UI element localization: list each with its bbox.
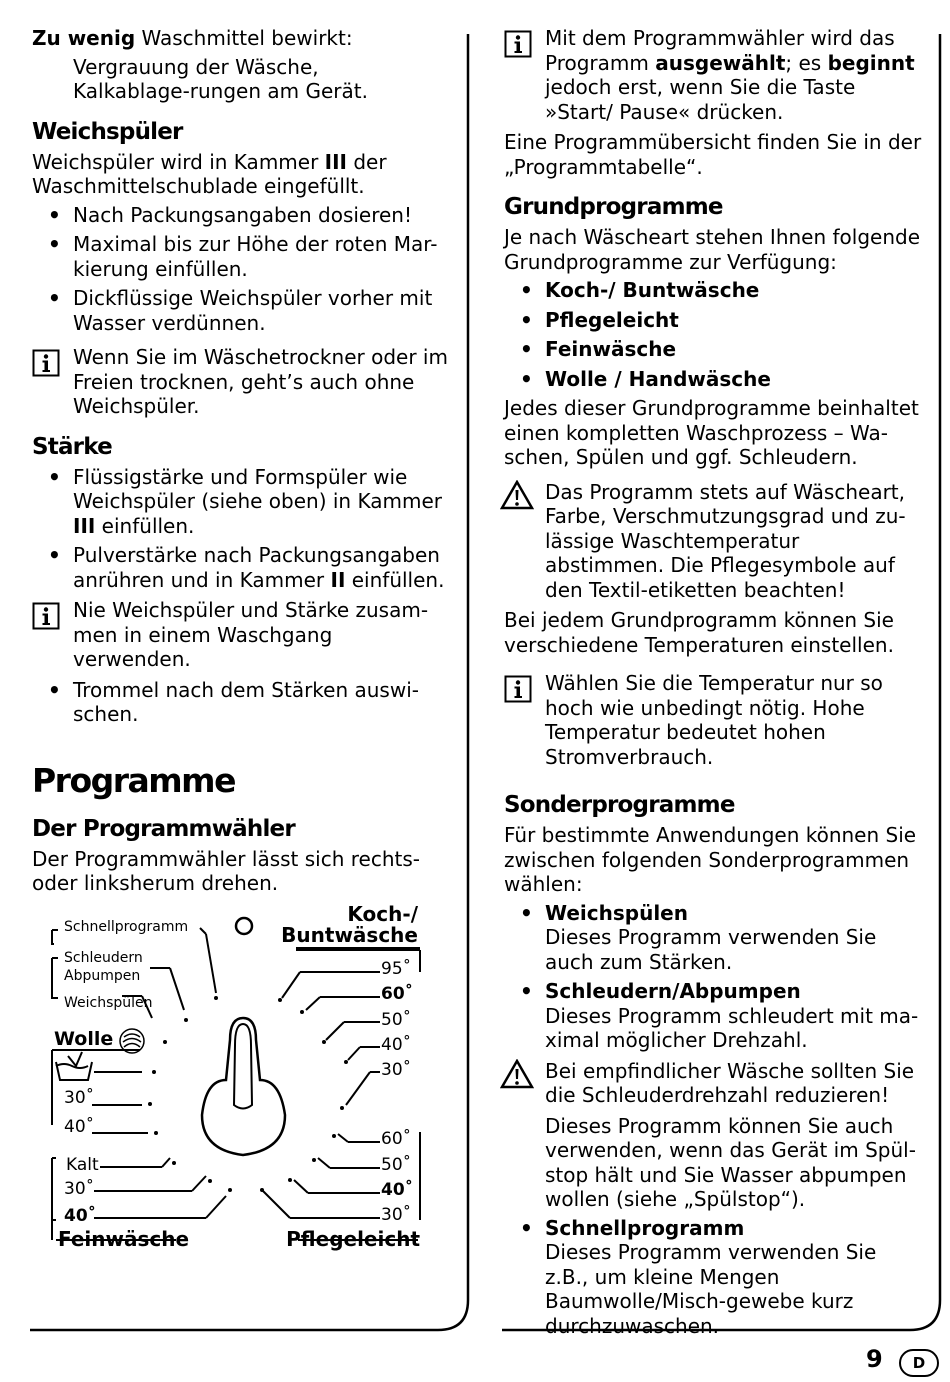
info-icon [504, 675, 532, 703]
dial-knob [202, 1018, 285, 1155]
dial-label-koch-30: 30˚ [381, 1060, 412, 1080]
heading-grundprogramme: Grundprogramme [504, 194, 723, 220]
handwash-icon [56, 1052, 92, 1080]
weich-list [32, 203, 452, 336]
list-item: • Feinwäsche [520, 337, 677, 361]
dial-label-kalt: Kalt [66, 1155, 99, 1175]
heading-sonderprogramme: Sonderprogramme [504, 792, 735, 818]
waehler-paragraph: Der Programmwähler lässt sich rechts- oder linksherum drehen. [32, 846, 420, 895]
list-item: • Koch-/ Buntwäsche [520, 278, 760, 302]
dial-label-pflege-50: 50˚ [381, 1155, 412, 1175]
info-icon [32, 602, 60, 630]
list-item: • Wolle / Handwäsche [520, 366, 771, 391]
programmwahl-info-note: Mit dem Programmwähler wird das Programm ausgewählt; es beginnt jedoch erst, wenn Sie die Taste »Start/ Pause« drücken. [504, 26, 924, 124]
temperatur-info-note: Wählen Sie die Temperatur nur so hoch wie unbedingt nötig. Hohe Temperatur bedeutet hohen Stromverbrauch. [504, 671, 924, 769]
dial-label-pflege-60: 60˚ [381, 1129, 412, 1149]
list-item: • Weichspülen Dieses Programm verwenden Sie auch zum Stärken. [520, 900, 877, 974]
heading-weichspueler: Weichspüler [32, 118, 183, 145]
spuelstop-paragraph: Dieses Programm können Sie auch verwenden, wenn das Gerät im Spül-stop hält und Sie Wasser abpumpen wollen (siehe „Spülstop“). [545, 1113, 916, 1211]
dial-label-schleudern: Schleudern [64, 950, 143, 966]
warning-icon [500, 480, 534, 510]
list-item: • Schnellprogramm Dieses Programm verwenden Sie z.B., um kleine Mengen Baumwolle/Misch-gewebe kurz durchzuwaschen. [520, 1215, 877, 1338]
dial-label-koch-95: 95˚ [381, 959, 412, 979]
list-item: • Schleudern/Abpumpen Dieses Programm schleudert mit ma-ximal möglicher Drehzahl. [520, 979, 919, 1052]
dial-label-weichspuelen: Weichspülen [64, 995, 153, 1011]
heading-staerke: Stärke [32, 433, 112, 460]
dial-label-fein-40: 40˚ [64, 1206, 97, 1226]
uebersicht-paragraph: Eine Programmübersicht finden Sie in der „Programmtabelle“. [504, 130, 922, 179]
list-item: • Maximal bis zur Höhe der roten Mar-kierung einfüllen. [48, 232, 438, 281]
staerke-list-2 [32, 678, 452, 727]
sonder-list-2 [504, 1216, 924, 1339]
intro-indent: Vergrauung der Wäsche, Kalkablage-rungen am Gerät. [73, 54, 368, 103]
weich-info-note: Wenn Sie im Wäschetrockner oder im Freien trocknen, geht’s auch ohne Weichspüler. [32, 345, 452, 419]
dial-label-pflege-30: 30˚ [381, 1205, 412, 1225]
grund-paragraph-2: Jedes dieser Grundprogramme beinhaltet einen kompletten Waschprozess – Wa-schen, Spülen und ggf. Schleudern. [504, 396, 919, 469]
list-item: • Nach Packungsangaben dosieren! [48, 202, 413, 227]
dial-label-koch-60: 60˚ [381, 984, 414, 1004]
dial-label-wolle-40: 40˚ [64, 1117, 95, 1137]
list-item: • Flüssigstärke und Formspüler wie Weichspüler (siehe oben) in Kammer III einfüllen. [48, 464, 442, 538]
list-item: • Pflegeleicht [520, 307, 679, 332]
grund-paragraph: Je nach Wäscheart stehen Ihnen folgende Grundprogramme zur Verfügung: [504, 225, 921, 274]
dial-indicator-circle [236, 918, 252, 934]
program-dial-diagram [30, 900, 430, 1260]
dial-label-pflegeleicht: Pflegeleicht [286, 1227, 420, 1251]
grund-warning-note: Das Programm stets auf Wäscheart, Farbe, Verschmutzungsgrad und zu-lässige Waschtemperatur abstimmen. Die Pflegesymbole auf den Textil-etiketten beachten! [504, 480, 924, 603]
heading-programme: Programme [32, 760, 235, 800]
dial-label-koch-2: Buntwäsche [281, 923, 418, 947]
dial-label-koch-40: 40˚ [381, 1035, 412, 1055]
staerke-list [32, 465, 452, 593]
info-icon [504, 30, 532, 58]
grund-list [504, 278, 924, 391]
sonder-paragraph: Für bestimmte Anwendungen können Sie zwischen folgenden Sonderprogrammen wählen: [504, 823, 917, 896]
dial-position-dots [148, 996, 348, 1192]
dial-label-koch-1: Koch-/ [347, 902, 418, 926]
right-column [504, 26, 924, 1343]
schleuder-warning-note: Bei empfindlicher Wäsche sollten Sie die Schleuderdrehzahl reduzieren! [504, 1059, 924, 1108]
weich-paragraph: Weichspüler wird in Kammer III der Waschmittelschublade eingefüllt. [32, 149, 387, 198]
dial-label-pflege-40: 40˚ [381, 1180, 414, 1200]
dial-label-schnellprogramm: Schnellprogramm [64, 919, 189, 935]
sonder-list [504, 901, 924, 1053]
warning-icon [500, 1059, 534, 1089]
staerke-info-note: Nie Weichspüler und Stärke zusam-men in einem Waschgang verwenden. [32, 598, 452, 672]
dial-label-feinwaesche: Feinwäsche [58, 1227, 190, 1251]
intro-paragraph: Zu wenig Waschmittel bewirkt: [32, 26, 353, 50]
dial-label-wolle-30: 30˚ [64, 1088, 95, 1108]
dial-label-koch-50: 50˚ [381, 1010, 412, 1030]
grund-paragraph-3: Bei jedem Grundprogramm können Sie verschiedene Temperaturen einstellen. [504, 608, 894, 657]
heading-programmwaehler: Der Programmwähler [32, 815, 295, 842]
list-item: • Pulverstärke nach Packungsangaben anrühren und in Kammer II einfüllen. [48, 543, 445, 592]
dial-label-fein-30: 30˚ [64, 1179, 95, 1199]
left-column [32, 26, 452, 900]
page-number: 9 [866, 1345, 883, 1373]
info-icon [32, 349, 60, 377]
country-badge: D [899, 1349, 939, 1377]
dial-label-abpumpen: Abpumpen [64, 968, 141, 984]
list-item: • Trommel nach dem Stärken auswi-schen. [48, 677, 419, 726]
list-item: • Dickflüssige Weichspüler vorher mit Wasser verdünnen. [48, 286, 433, 335]
dial-label-wolle: Wolle [54, 1028, 114, 1050]
